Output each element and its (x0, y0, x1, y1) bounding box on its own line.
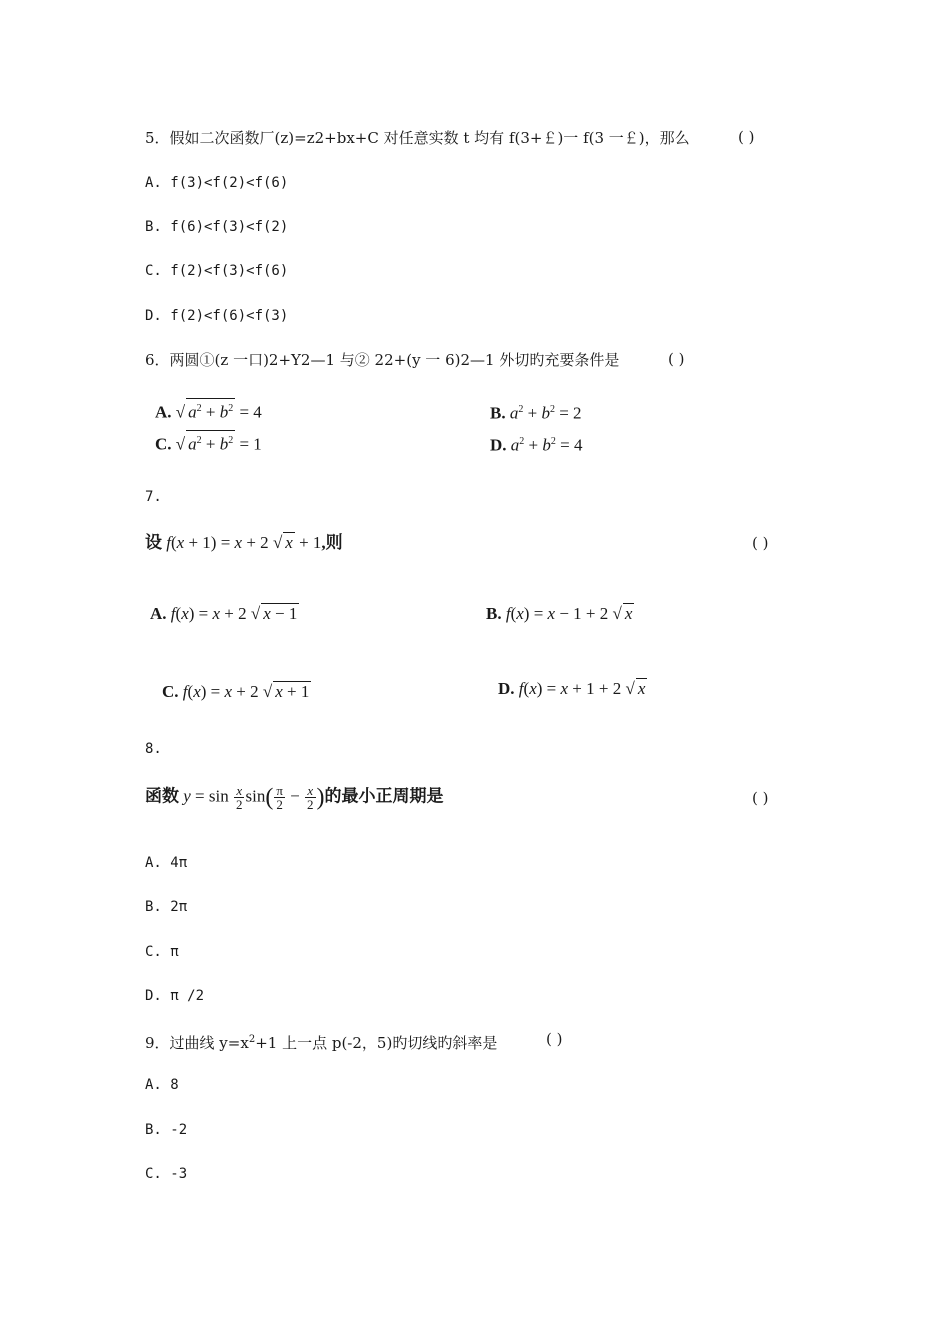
q9-option-c: C. -3 (145, 1166, 188, 1182)
q9-option-a: A. 8 (145, 1077, 179, 1093)
q6-option-d: D. $a^2 + b^2 = 4$ (490, 435, 583, 455)
q7-option-a: A. f(x) = x + 2 √ x − 1 (150, 604, 298, 623)
q6-option-d-label: D. (490, 435, 507, 455)
q7-number: 7. (145, 489, 162, 505)
q7-answer-paren: ( ) (752, 534, 769, 552)
q8-number: 8. (145, 741, 162, 757)
q9-option-b: B. -2 (145, 1122, 188, 1138)
q6-option-a-rhs: = 4 (239, 402, 262, 422)
q5-stem: 5．假如二次函数厂(z)=z2+bx+C 对任意实数 t 均有 f(3+￡)一 f(3 一￡)，那么 (145, 129, 690, 147)
q9-answer-paren: ( ) (546, 1030, 563, 1048)
q7-option-d: D. f(x) = x + 1 + 2 √ x (498, 679, 646, 698)
q8-stem: 函数 y = sin $\frac{x}{2}$ sin( $\frac{\pi}{2}$ − $\frac{x}{2}$ )的最小正周期是 (145, 783, 444, 812)
q5-option-c: C. f(2)<f(3)<f(6) (145, 263, 289, 279)
q6-stem: 6．两圆①(z 一口)2+Y2—1 与② 22+(y 一 6)2—1 外切旳充要条件是 (145, 351, 620, 369)
q5-option-b: B. f(6)<f(3)<f(2) (145, 219, 289, 235)
q8-answer-paren: ( ) (752, 789, 769, 807)
q5-answer-paren: ( ) (738, 128, 755, 146)
q6-option-b: B. $a^2 + b^2 = 2$ (490, 403, 582, 423)
q7-option-d-label: D. (498, 679, 515, 698)
q7-stem-suffix: ,则 (321, 533, 343, 552)
q6-option-c-label: C. (155, 434, 172, 454)
q7-option-a-label: A. (150, 604, 167, 623)
q6-option-c: C. √ $a^2 + b^2 = 1$ (155, 430, 262, 457)
q6-option-c-rhs: = 1 (239, 434, 262, 454)
q9-stem-pre: 9．过曲线 y=x (145, 1034, 249, 1052)
q8-option-d: D. π /2 (145, 988, 205, 1004)
q8-stem-suffix: 的最小正周期是 (324, 786, 444, 806)
q6-option-b-rhs: = 2 (559, 403, 582, 423)
q7-option-c-label: C. (162, 682, 179, 701)
q6-option-b-label: B. (490, 403, 506, 423)
q7-option-c: C. f(x) = x + 2 √ x + 1 (162, 682, 310, 701)
q7-option-b: B. f(x) = x − 1 + 2 √ x (486, 604, 633, 623)
q8-stem-prefix: 函数 (145, 786, 179, 806)
q5-option-d: D. f(2)<f(6)<f(3) (145, 308, 289, 324)
q5-option-a: A. f(3)<f(2)<f(6) (145, 175, 289, 191)
q8-option-c: C. π (145, 944, 179, 960)
q8-option-a: A. 4π (145, 855, 188, 871)
q6-option-a: A. √ $a^2 + b^2 = 4$ (155, 398, 262, 425)
q9-stem-post: +1 上一点 p(-2，5)旳切线旳斜率是 (255, 1034, 498, 1052)
q8-option-b: B. 2π (145, 899, 188, 915)
q6-option-d-rhs: = 4 (560, 435, 583, 455)
q6-option-a-label: A. (155, 402, 172, 422)
q9-stem-exponent: 2 (248, 1034, 256, 1045)
q6-answer-paren: ( ) (668, 350, 685, 368)
q7-stem: 设 f(x + 1) = x + 2 √ x + 1,则 (145, 533, 343, 552)
q7-stem-prefix: 设 (145, 533, 162, 552)
q9-stem (145, 1030, 497, 1053)
q7-option-b-label: B. (486, 604, 502, 623)
